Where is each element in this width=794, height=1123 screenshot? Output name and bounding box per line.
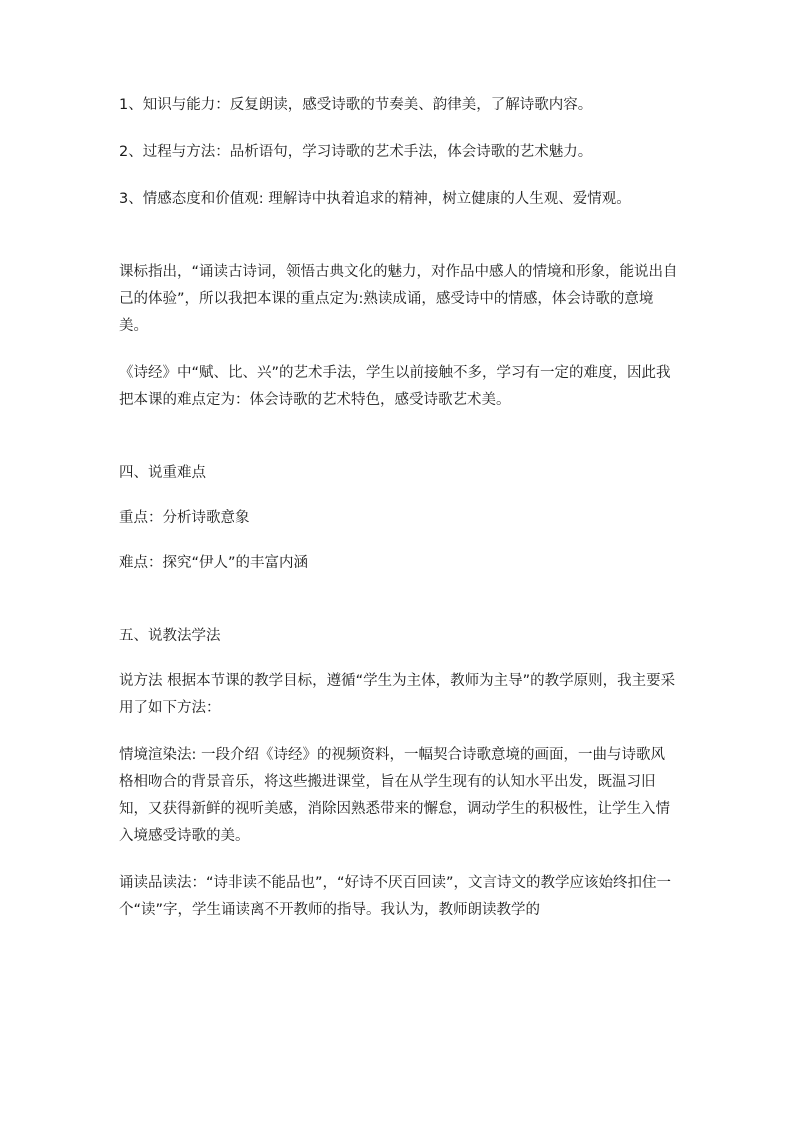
objective-3: 3、情感态度和价值观: 理解诗中执着追求的精神，树立健康的人生观、爱情观。 — [119, 191, 631, 207]
key-point-paragraph: 课标指出，“诵读古诗词，领悟古典文化的魅力，对作品中感人的情境和形象，能说出自己的体验”，所以我把本课的重点定为:熟读成诵，感受诗中的情感，体会诗歌的意境美。 — [119, 264, 678, 334]
reading-method-paragraph: 诵读品读法：“诗非读不能品也”，“好诗不厌百回读”，文言诗文的教学应该始终扣住一个“读”字，学生诵读离不开教师的指导。我认为，教师朗读教学的 — [119, 875, 672, 918]
methods-intro-paragraph: 说方法 根据本节课的教学目标，遵循“学生为主体，教师为主导”的教学原则，我主要采用了如下方法： — [119, 673, 676, 716]
objective-2: 2、过程与方法：品析语句，学习诗歌的艺术手法，体会诗歌的艺术魅力。 — [119, 144, 593, 160]
section4-key: 重点：分析诗歌意象 — [119, 510, 250, 526]
section4-difficult: 难点：探究“伊人”的丰富内涵 — [119, 555, 309, 571]
situation-method-paragraph: 情境渲染法: 一段介绍《诗经》的视频资料，一幅契合诗歌意境的画面，一曲与诗歌风格相吻合的背景音乐，将这些搬进课堂，旨在从学生现有的认知水平出发，既温习旧知，又获得新鲜的视听美感，消除因熟悉带来的懈怠，调动学生的积极性，让学生入情入境感受诗歌的美。 — [119, 747, 670, 844]
objective-1: 1、知识与能力：反复朗读，感受诗歌的节奏美、韵律美，了解诗歌内容。 — [119, 97, 593, 113]
document-page — [119, 92, 679, 924]
section4-heading: 四、说重难点 — [119, 465, 206, 481]
section5-heading: 五、说教法学法 — [119, 628, 221, 644]
difficulty-paragraph: 《诗经》中“赋、比、兴”的艺术手法，学生以前接触不多，学习有一定的难度，因此我把本课的难点定为：体会诗歌的艺术特色，感受诗歌艺术美。 — [119, 365, 671, 408]
